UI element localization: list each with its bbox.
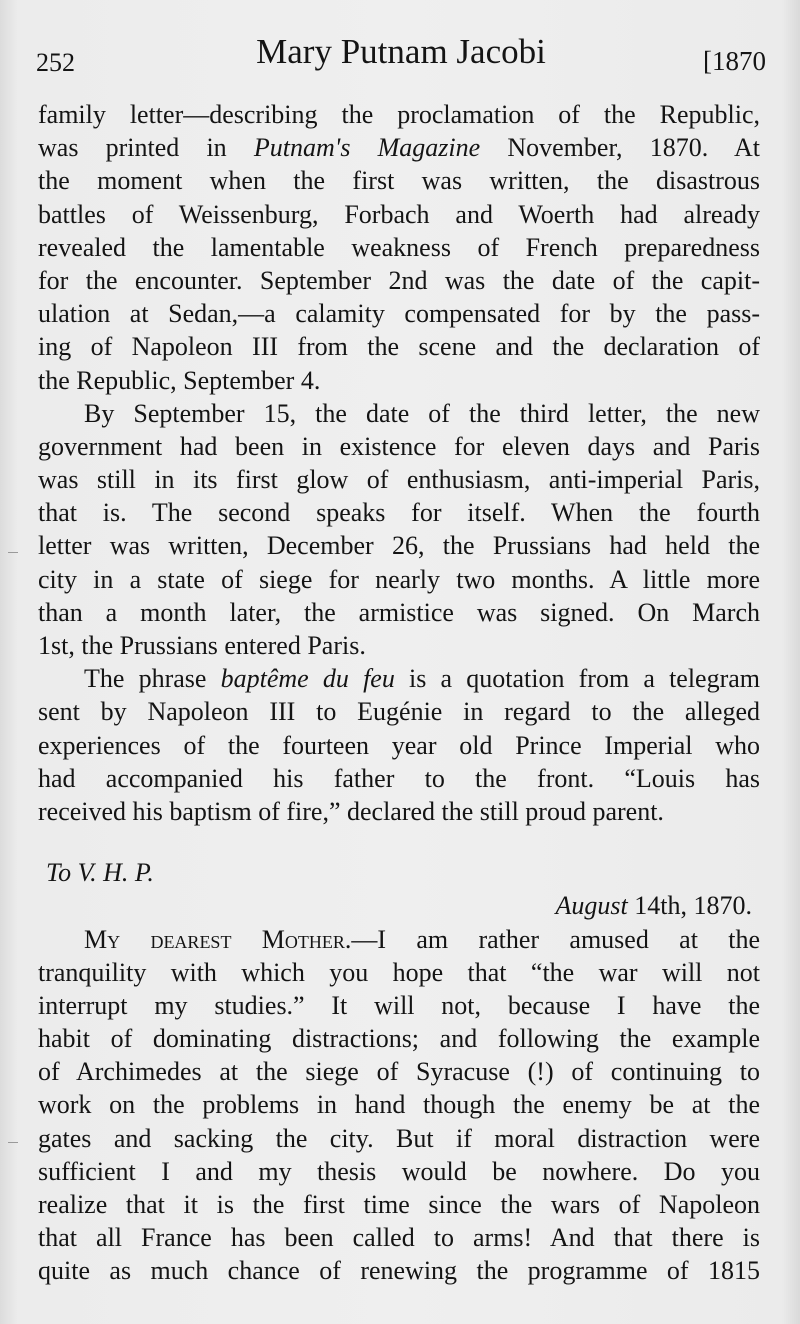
french-phrase: baptême du feu	[220, 664, 395, 694]
letter-recipient: To V. H. P.	[46, 858, 154, 888]
text-line: was printed in Putnam's Magazine November, 1870. At	[38, 133, 760, 163]
text-line: battles of Weissenburg, Forbach and Woerth had already	[38, 199, 760, 229]
paragraph-bapteme	[38, 662, 760, 828]
text-line: experiences of the fourteen year old Prince Imperial who	[38, 730, 760, 760]
text-line: government had been in existence for eleven days and Paris	[38, 431, 760, 461]
text-line: gates and sacking the city. But if moral distraction were	[38, 1123, 760, 1153]
text-line: family letter—describing the proclamation of the Republic,	[38, 100, 760, 129]
running-header	[36, 32, 766, 82]
margin-mark	[8, 1142, 18, 1143]
text-line: habit of dominating distractions; and following the example	[38, 1024, 760, 1054]
text-line: ulation at Sedan,—a calamity compensated for by the pass-	[38, 299, 760, 329]
text-line: had accompanied his father to the front. “Louis has	[38, 763, 760, 793]
text-line: that is. The second speaks for itself. When the fourth	[38, 498, 760, 528]
text-line: the Republic, September 4.	[38, 365, 321, 395]
text-line: letter was written, December 26, the Prussians had held the	[38, 531, 760, 561]
intro-paragraph	[38, 98, 760, 397]
text-line: sent by Napoleon III to Eugénie in regard to the alleged	[38, 697, 760, 727]
running-year: [1870	[703, 46, 766, 76]
text-line: quite as much chance of renewing the programme of 1815	[38, 1256, 760, 1286]
text-line: ing of Napoleon III from the scene and the declaration of	[38, 332, 760, 362]
text-line: realize that it is the first time since the wars of Napoleon	[38, 1190, 760, 1219]
text-line: the moment when the first was written, the disastrous	[38, 166, 760, 196]
letter-date: August 14th, 1870.	[555, 891, 752, 921]
magazine-title: Putnam's Magazine	[253, 133, 481, 163]
letter-opening-line: My dearest Mother.—I am rather amused at the	[84, 924, 760, 954]
text-line: city in a state of siege for nearly two months. A little more	[38, 564, 760, 594]
running-title: Mary Putnam Jacobi	[256, 32, 546, 71]
text-line: was still in its first glow of enthusiasm, anti-imperial Paris,	[38, 465, 760, 495]
text-line: interrupt my studies.” It will not, because I have the	[38, 990, 760, 1020]
text-line: for the encounter. September 2nd was the date of the capit-	[38, 265, 760, 295]
margin-mark	[8, 552, 18, 553]
text-line: sufficient I and my thesis would be nowhere. Do you	[38, 1156, 760, 1186]
text-line: tranquility with which you hope that “the war will not	[38, 957, 760, 987]
text-line: revealed the lamentable weakness of French preparedness	[38, 232, 760, 262]
letter-salutation: My dearest Mother.	[84, 924, 352, 954]
text-line: By September 15, the date of the third letter, the new	[84, 398, 760, 428]
page-number: 252	[36, 48, 75, 77]
text-line: work on the problems in hand though the enemy be at the	[38, 1090, 760, 1120]
text-line: The phrase baptême du feu is a quotation from a telegram	[84, 664, 760, 694]
page-body	[38, 98, 760, 1288]
text-line: than a month later, the armistice was signed. On March	[38, 597, 760, 627]
text-line: of Archimedes at the siege of Syracuse (!) of continuing to	[38, 1057, 760, 1087]
section-gap	[38, 828, 760, 856]
letter	[38, 856, 760, 1287]
paragraph-siege	[38, 397, 760, 663]
text-line: 1st, the Prussians entered Paris.	[38, 631, 366, 660]
text-line: received his baptism of fire,” declared the still proud parent.	[38, 796, 664, 826]
text-line: that all France has been called to arms! And that there is	[38, 1223, 760, 1253]
